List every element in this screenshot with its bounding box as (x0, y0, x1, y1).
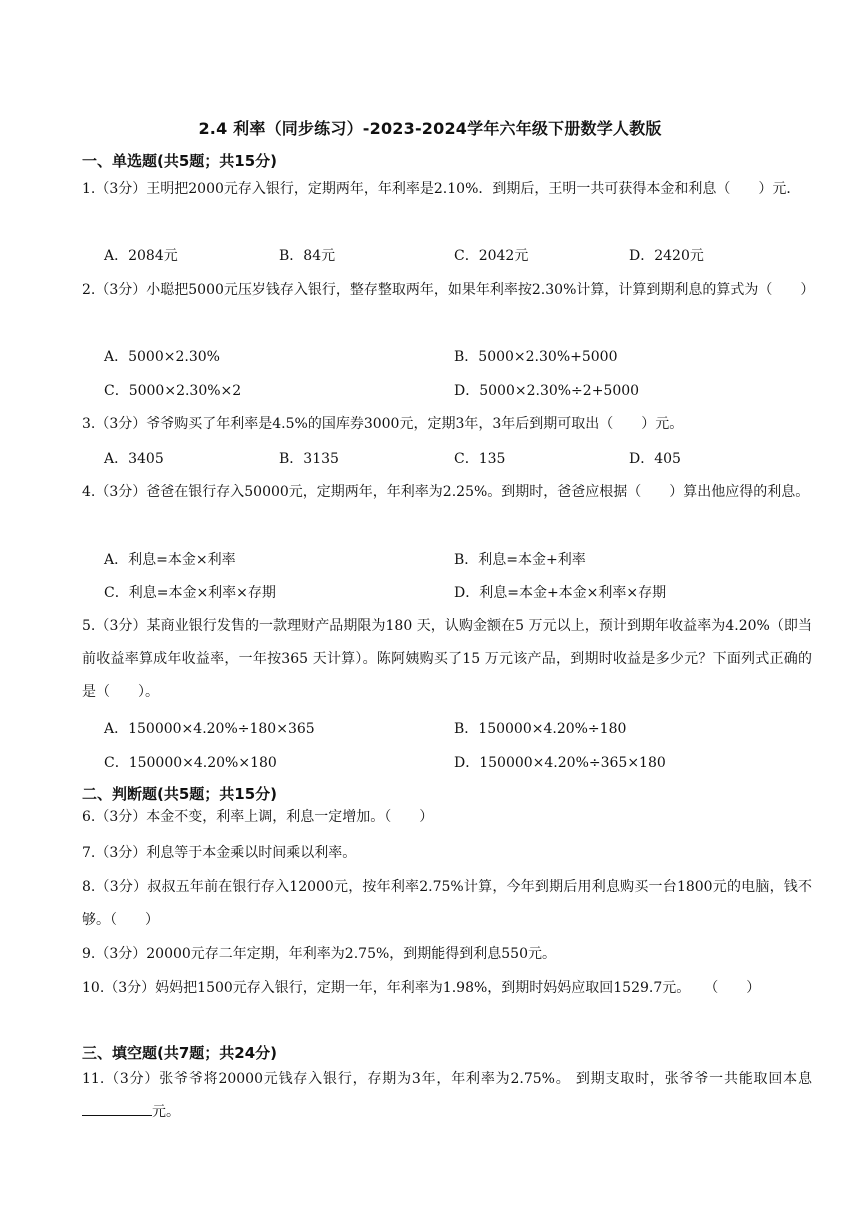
question-2-options-row2 (104, 380, 724, 402)
question-text: 6.（3分）本金不变，利率上调，利息一定增加。（ ） (82, 809, 434, 825)
question-7 (82, 837, 812, 870)
question-3-options (104, 448, 724, 470)
option-b[interactable]: B．84元 (279, 248, 336, 264)
question-text-before: 11.（3分）张爷爷将20000元钱存入银行，存期为3年，年利率为2.75%。 到期支取时，张爷爷一共能取回本息 (82, 1071, 812, 1087)
question-text: 8.（3分）叔叔五年前在银行存入12000元，按年利率2.75%计算，今年到期后用利息购买一台1800元的电脑，钱不够。（ ） (82, 879, 812, 928)
option-b[interactable]: B．3135 (279, 451, 339, 467)
question-text: 2.（3分）小聪把5000元压岁钱存入银行，整存整取两年，如果年利率按2.30%计算，计算到期利息的算式为（ ） (82, 282, 815, 298)
question-3 (82, 408, 812, 441)
question-1 (82, 173, 812, 206)
question-4-options (104, 549, 724, 571)
question-8 (82, 871, 812, 937)
question-text: 3.（3分）爷爷购买了年利率是4.5%的国库券3000元，定期3年，3年后到期可取出（ ）元。 (82, 416, 684, 432)
question-text: 4.（3分）爸爸在银行存入50000元，定期两年，年利率为2.25%。到期时，爸爸应根据（ ）算出他应得的利息。 (82, 484, 810, 500)
question-5-options-row2 (104, 752, 724, 774)
option-a[interactable]: A．利息=本金×利率 (104, 552, 236, 568)
option-c[interactable]: C．135 (454, 451, 506, 467)
question-9 (82, 938, 812, 971)
option-c[interactable]: C．利息=本金×利率×存期 (104, 585, 276, 601)
question-4-options-row2 (104, 582, 724, 604)
question-5 (82, 610, 812, 709)
question-text (82, 1063, 812, 1129)
option-d[interactable]: D．150000×4.20%÷365×180 (454, 755, 666, 771)
question-2-options (104, 346, 724, 368)
question-text: 5.（3分）某商业银行发售的一款理财产品期限为180 天，认购金额在5 万元以上，预计到期年收益率为4.20%（即当前收益率算成年收益率，一年按365 天计算）。陈阿姨购买了15 万元该产品，到期时收益是多少元？下面列式正确的是（ ）。 (82, 618, 812, 700)
question-text-after: 元。 (152, 1104, 180, 1120)
question-5-options (104, 718, 724, 740)
question-10 (82, 972, 812, 1005)
option-d[interactable]: D．2420元 (629, 248, 704, 264)
question-text: 9.（3分）20000元存二年定期，年利率为2.75%，到期能得到利息550元。 (82, 946, 556, 962)
option-d[interactable]: D．5000×2.30%÷2+5000 (454, 383, 640, 399)
section-heading-single-choice: 一、单选题(共5题；共15分) (82, 152, 278, 170)
option-c[interactable]: C．5000×2.30%×2 (104, 383, 242, 399)
question-text: 10.（3分）妈妈把1500元存入银行，定期一年，年利率为1.98%，到期时妈妈应取回1529.7元。 （ ） (82, 980, 761, 996)
option-d[interactable]: D．405 (629, 451, 681, 467)
option-c[interactable]: C．2042元 (454, 248, 529, 264)
option-a[interactable]: A．3405 (104, 451, 164, 467)
option-b[interactable]: B．150000×4.20%÷180 (454, 721, 627, 737)
question-11 (82, 1063, 812, 1129)
option-b[interactable]: B．5000×2.30%+5000 (454, 349, 618, 365)
answer-blank[interactable] (82, 1101, 152, 1116)
option-a[interactable]: A．2084元 (104, 248, 178, 264)
page-title: 2.4 利率（同步练习）-2023-2024学年六年级下册数学人教版 (198, 119, 662, 138)
section-heading-fill-blank: 三、填空题(共7题；共24分) (82, 1044, 278, 1062)
question-2 (82, 274, 815, 307)
question-text: 1.（3分）王明把2000元存入银行，定期两年，年利率是2.10%．到期后，王明一共可获得本金和利息（ ）元． (82, 181, 801, 197)
section-heading-true-false: 二、判断题(共5题；共15分) (82, 785, 278, 803)
option-a[interactable]: A．150000×4.20%÷180×365 (104, 721, 315, 737)
question-4 (82, 476, 812, 509)
question-1-options (104, 245, 724, 267)
question-text: 7.（3分）利息等于本金乘以时间乘以利率。 (82, 845, 357, 861)
option-d[interactable]: D．利息=本金+本金×利率×存期 (454, 585, 667, 601)
option-c[interactable]: C．150000×4.20%×180 (104, 755, 277, 771)
option-a[interactable]: A．5000×2.30% (104, 349, 220, 365)
option-b[interactable]: B．利息=本金+利率 (454, 552, 586, 568)
question-6 (82, 801, 812, 834)
